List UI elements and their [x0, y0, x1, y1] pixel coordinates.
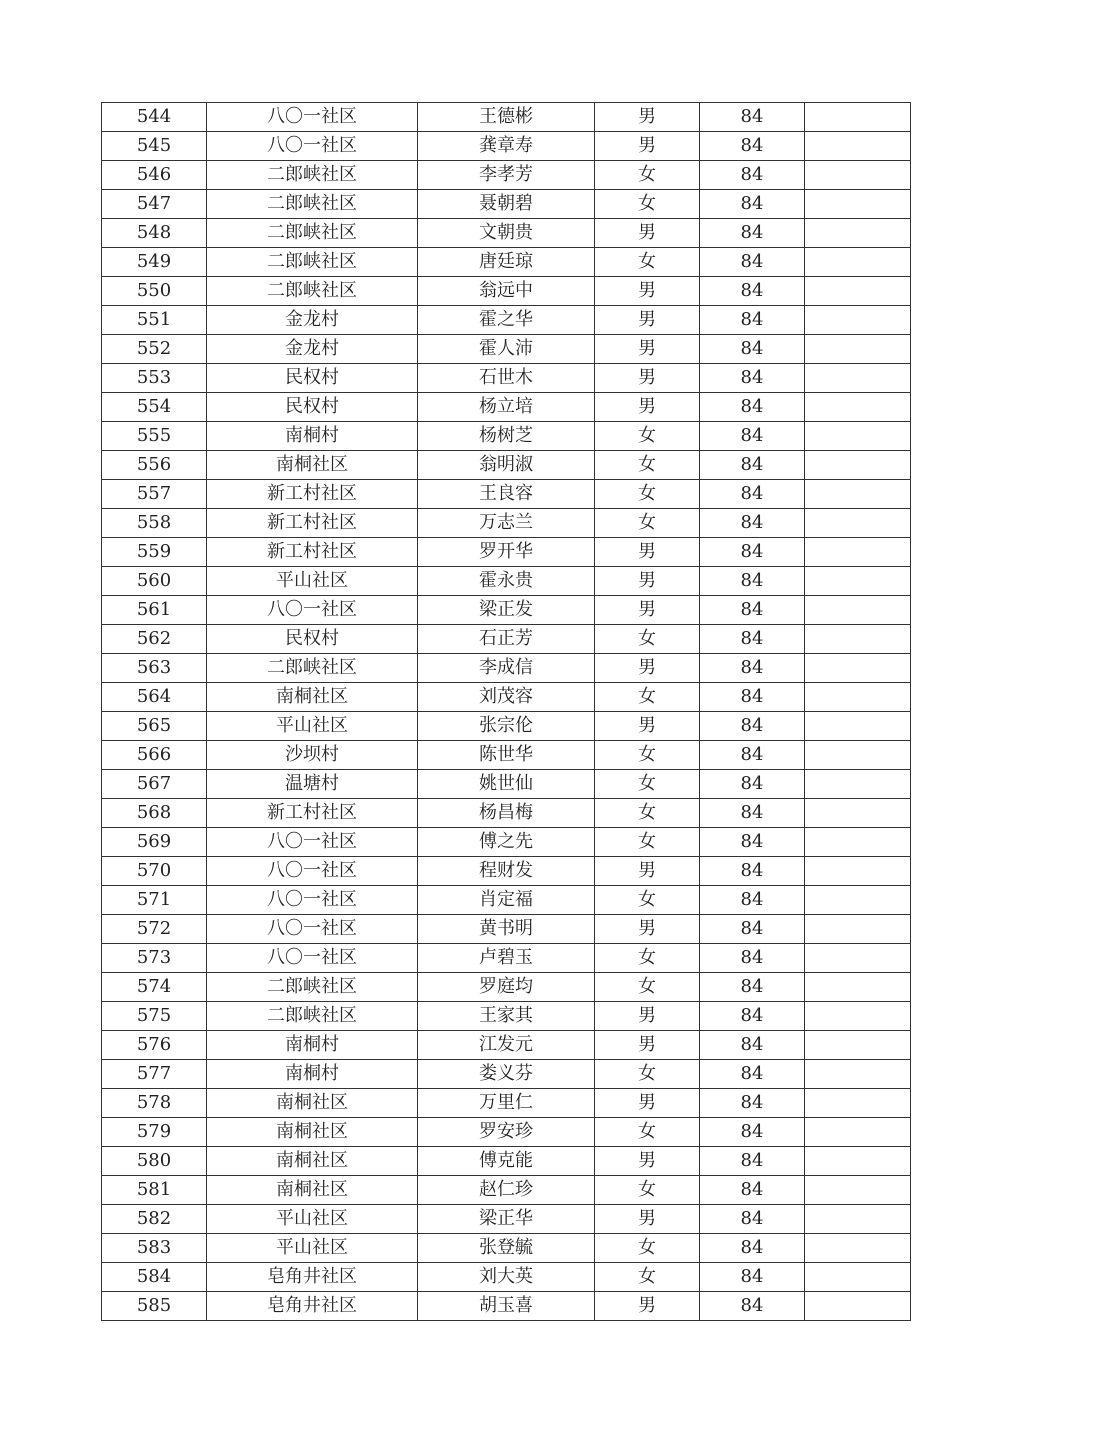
note-cell: [805, 1031, 911, 1060]
serial-number-cell: 547: [102, 190, 207, 219]
name-cell: 肖定福: [418, 886, 595, 915]
community-cell: 新工村社区: [207, 799, 418, 828]
note-cell: [805, 422, 911, 451]
gender-cell: 男: [595, 364, 700, 393]
age-cell: 84: [700, 886, 805, 915]
note-cell: [805, 103, 911, 132]
gender-cell: 女: [595, 625, 700, 654]
note-cell: [805, 1089, 911, 1118]
name-cell: 黄书明: [418, 915, 595, 944]
note-cell: [805, 973, 911, 1002]
gender-cell: 男: [595, 567, 700, 596]
note-cell: [805, 538, 911, 567]
community-cell: 南桐村: [207, 1060, 418, 1089]
gender-cell: 男: [595, 538, 700, 567]
note-cell: [805, 596, 911, 625]
note-cell: [805, 567, 911, 596]
note-cell: [805, 1118, 911, 1147]
gender-cell: 女: [595, 770, 700, 799]
community-cell: 八〇一社区: [207, 596, 418, 625]
age-cell: 84: [700, 1031, 805, 1060]
age-cell: 84: [700, 1089, 805, 1118]
table-row: [102, 1002, 911, 1031]
serial-number-cell: 581: [102, 1176, 207, 1205]
community-cell: 二郎峡社区: [207, 1002, 418, 1031]
gender-cell: 男: [595, 219, 700, 248]
age-cell: 84: [700, 132, 805, 161]
name-cell: 张宗伦: [418, 712, 595, 741]
table-row: [102, 857, 911, 886]
name-cell: 王家其: [418, 1002, 595, 1031]
community-cell: 民权村: [207, 364, 418, 393]
name-cell: 李孝芳: [418, 161, 595, 190]
note-cell: [805, 712, 911, 741]
gender-cell: 男: [595, 132, 700, 161]
gender-cell: 男: [595, 103, 700, 132]
age-cell: 84: [700, 451, 805, 480]
note-cell: [805, 683, 911, 712]
community-cell: 金龙村: [207, 335, 418, 364]
name-cell: 翁远中: [418, 277, 595, 306]
name-cell: 梁正发: [418, 596, 595, 625]
table-row: [102, 1089, 911, 1118]
serial-number-cell: 544: [102, 103, 207, 132]
age-cell: 84: [700, 306, 805, 335]
gender-cell: 男: [595, 277, 700, 306]
age-cell: 84: [700, 596, 805, 625]
age-cell: 84: [700, 915, 805, 944]
name-cell: 霍之华: [418, 306, 595, 335]
gender-cell: 男: [595, 1205, 700, 1234]
age-cell: 84: [700, 712, 805, 741]
serial-number-cell: 576: [102, 1031, 207, 1060]
gender-cell: 男: [595, 915, 700, 944]
serial-number-cell: 550: [102, 277, 207, 306]
note-cell: [805, 509, 911, 538]
serial-number-cell: 551: [102, 306, 207, 335]
serial-number-cell: 562: [102, 625, 207, 654]
community-cell: 二郎峡社区: [207, 973, 418, 1002]
serial-number-cell: 557: [102, 480, 207, 509]
table-row: [102, 886, 911, 915]
name-cell: 张登毓: [418, 1234, 595, 1263]
table-row: [102, 393, 911, 422]
gender-cell: 男: [595, 306, 700, 335]
gender-cell: 女: [595, 1263, 700, 1292]
age-cell: 84: [700, 277, 805, 306]
table-row: [102, 1031, 911, 1060]
community-cell: 新工村社区: [207, 509, 418, 538]
name-cell: 翁明淑: [418, 451, 595, 480]
gender-cell: 男: [595, 1147, 700, 1176]
name-cell: 娄义芬: [418, 1060, 595, 1089]
table-row: [102, 190, 911, 219]
community-cell: 二郎峡社区: [207, 654, 418, 683]
serial-number-cell: 584: [102, 1263, 207, 1292]
name-cell: 程财发: [418, 857, 595, 886]
community-cell: 南桐社区: [207, 683, 418, 712]
serial-number-cell: 563: [102, 654, 207, 683]
age-cell: 84: [700, 103, 805, 132]
table-row: [102, 306, 911, 335]
serial-number-cell: 573: [102, 944, 207, 973]
community-cell: 八〇一社区: [207, 915, 418, 944]
name-cell: 文朝贵: [418, 219, 595, 248]
community-cell: 平山社区: [207, 567, 418, 596]
table-row: [102, 1263, 911, 1292]
gender-cell: 女: [595, 422, 700, 451]
community-cell: 南桐社区: [207, 451, 418, 480]
community-cell: 沙坝村: [207, 741, 418, 770]
table-row: [102, 944, 911, 973]
name-cell: 傅克能: [418, 1147, 595, 1176]
gender-cell: 女: [595, 451, 700, 480]
name-cell: 石正芳: [418, 625, 595, 654]
table-row: [102, 828, 911, 857]
age-cell: 84: [700, 422, 805, 451]
gender-cell: 男: [595, 1292, 700, 1321]
community-cell: 平山社区: [207, 1205, 418, 1234]
gender-cell: 女: [595, 741, 700, 770]
table-row: [102, 712, 911, 741]
name-cell: 刘大英: [418, 1263, 595, 1292]
community-cell: 皂角井社区: [207, 1292, 418, 1321]
community-cell: 八〇一社区: [207, 886, 418, 915]
table-row: [102, 480, 911, 509]
name-cell: 唐廷琼: [418, 248, 595, 277]
name-cell: 赵仁珍: [418, 1176, 595, 1205]
note-cell: [805, 190, 911, 219]
name-cell: 刘茂容: [418, 683, 595, 712]
name-cell: 梁正华: [418, 1205, 595, 1234]
gender-cell: 男: [595, 335, 700, 364]
serial-number-cell: 566: [102, 741, 207, 770]
table-row: [102, 1060, 911, 1089]
table-row: [102, 1292, 911, 1321]
gender-cell: 女: [595, 1234, 700, 1263]
table-row: [102, 277, 911, 306]
table-row: [102, 625, 911, 654]
serial-number-cell: 585: [102, 1292, 207, 1321]
serial-number-cell: 572: [102, 915, 207, 944]
serial-number-cell: 545: [102, 132, 207, 161]
table-row: [102, 799, 911, 828]
age-cell: 84: [700, 741, 805, 770]
gender-cell: 男: [595, 596, 700, 625]
community-cell: 南桐社区: [207, 1118, 418, 1147]
age-cell: 84: [700, 1176, 805, 1205]
note-cell: [805, 393, 911, 422]
age-cell: 84: [700, 190, 805, 219]
community-cell: 二郎峡社区: [207, 277, 418, 306]
age-cell: 84: [700, 161, 805, 190]
serial-number-cell: 574: [102, 973, 207, 1002]
age-cell: 84: [700, 1263, 805, 1292]
community-cell: 南桐社区: [207, 1089, 418, 1118]
age-cell: 84: [700, 857, 805, 886]
age-cell: 84: [700, 509, 805, 538]
note-cell: [805, 132, 911, 161]
table-row: [102, 1234, 911, 1263]
table-row: [102, 567, 911, 596]
name-cell: 石世木: [418, 364, 595, 393]
roster-table-body: [102, 103, 911, 1321]
gender-cell: 女: [595, 1118, 700, 1147]
note-cell: [805, 828, 911, 857]
note-cell: [805, 886, 911, 915]
gender-cell: 男: [595, 857, 700, 886]
table-row: [102, 538, 911, 567]
serial-number-cell: 568: [102, 799, 207, 828]
table-row: [102, 248, 911, 277]
table-row: [102, 741, 911, 770]
age-cell: 84: [700, 1118, 805, 1147]
gender-cell: 女: [595, 944, 700, 973]
gender-cell: 男: [595, 1002, 700, 1031]
name-cell: 卢碧玉: [418, 944, 595, 973]
community-cell: 温塘村: [207, 770, 418, 799]
name-cell: 杨昌梅: [418, 799, 595, 828]
note-cell: [805, 1147, 911, 1176]
serial-number-cell: 558: [102, 509, 207, 538]
note-cell: [805, 741, 911, 770]
serial-number-cell: 578: [102, 1089, 207, 1118]
table-row: [102, 219, 911, 248]
community-cell: 民权村: [207, 625, 418, 654]
note-cell: [805, 1060, 911, 1089]
note-cell: [805, 1234, 911, 1263]
note-cell: [805, 1002, 911, 1031]
note-cell: [805, 219, 911, 248]
serial-number-cell: 567: [102, 770, 207, 799]
serial-number-cell: 559: [102, 538, 207, 567]
community-cell: 八〇一社区: [207, 857, 418, 886]
note-cell: [805, 1263, 911, 1292]
table-row: [102, 103, 911, 132]
note-cell: [805, 480, 911, 509]
name-cell: 杨立培: [418, 393, 595, 422]
name-cell: 罗安珍: [418, 1118, 595, 1147]
note-cell: [805, 1176, 911, 1205]
table-row: [102, 973, 911, 1002]
community-cell: 八〇一社区: [207, 103, 418, 132]
name-cell: 霍人沛: [418, 335, 595, 364]
name-cell: 王德彬: [418, 103, 595, 132]
note-cell: [805, 161, 911, 190]
note-cell: [805, 857, 911, 886]
note-cell: [805, 306, 911, 335]
note-cell: [805, 770, 911, 799]
name-cell: 江发元: [418, 1031, 595, 1060]
age-cell: 84: [700, 973, 805, 1002]
community-cell: 二郎峡社区: [207, 161, 418, 190]
note-cell: [805, 799, 911, 828]
note-cell: [805, 625, 911, 654]
gender-cell: 男: [595, 654, 700, 683]
serial-number-cell: 583: [102, 1234, 207, 1263]
serial-number-cell: 575: [102, 1002, 207, 1031]
age-cell: 84: [700, 944, 805, 973]
community-cell: 二郎峡社区: [207, 219, 418, 248]
serial-number-cell: 577: [102, 1060, 207, 1089]
age-cell: 84: [700, 1002, 805, 1031]
community-cell: 民权村: [207, 393, 418, 422]
name-cell: 罗开华: [418, 538, 595, 567]
name-cell: 姚世仙: [418, 770, 595, 799]
serial-number-cell: 564: [102, 683, 207, 712]
community-cell: 平山社区: [207, 1234, 418, 1263]
table-row: [102, 1205, 911, 1234]
table-row: [102, 596, 911, 625]
note-cell: [805, 277, 911, 306]
serial-number-cell: 565: [102, 712, 207, 741]
community-cell: 新工村社区: [207, 538, 418, 567]
age-cell: 84: [700, 683, 805, 712]
serial-number-cell: 552: [102, 335, 207, 364]
table-row: [102, 1147, 911, 1176]
roster-table: [101, 102, 911, 1321]
serial-number-cell: 569: [102, 828, 207, 857]
table-row: [102, 1176, 911, 1205]
age-cell: 84: [700, 828, 805, 857]
community-cell: 八〇一社区: [207, 132, 418, 161]
serial-number-cell: 556: [102, 451, 207, 480]
community-cell: 南桐村: [207, 1031, 418, 1060]
serial-number-cell: 570: [102, 857, 207, 886]
gender-cell: 女: [595, 828, 700, 857]
gender-cell: 女: [595, 973, 700, 1002]
community-cell: 二郎峡社区: [207, 190, 418, 219]
gender-cell: 男: [595, 393, 700, 422]
name-cell: 万志兰: [418, 509, 595, 538]
age-cell: 84: [700, 799, 805, 828]
community-cell: 皂角井社区: [207, 1263, 418, 1292]
name-cell: 霍永贵: [418, 567, 595, 596]
table-row: [102, 451, 911, 480]
name-cell: 杨树芝: [418, 422, 595, 451]
note-cell: [805, 654, 911, 683]
community-cell: 平山社区: [207, 712, 418, 741]
name-cell: 胡玉喜: [418, 1292, 595, 1321]
name-cell: 万里仁: [418, 1089, 595, 1118]
gender-cell: 女: [595, 1060, 700, 1089]
note-cell: [805, 364, 911, 393]
name-cell: 龚章寿: [418, 132, 595, 161]
gender-cell: 女: [595, 886, 700, 915]
age-cell: 84: [700, 1147, 805, 1176]
table-row: [102, 1118, 911, 1147]
age-cell: 84: [700, 1205, 805, 1234]
age-cell: 84: [700, 248, 805, 277]
name-cell: 王良容: [418, 480, 595, 509]
serial-number-cell: 554: [102, 393, 207, 422]
table-row: [102, 422, 911, 451]
serial-number-cell: 579: [102, 1118, 207, 1147]
community-cell: 新工村社区: [207, 480, 418, 509]
table-row: [102, 683, 911, 712]
gender-cell: 女: [595, 161, 700, 190]
note-cell: [805, 451, 911, 480]
note-cell: [805, 1205, 911, 1234]
name-cell: 聂朝碧: [418, 190, 595, 219]
gender-cell: 女: [595, 190, 700, 219]
serial-number-cell: 553: [102, 364, 207, 393]
note-cell: [805, 1292, 911, 1321]
serial-number-cell: 582: [102, 1205, 207, 1234]
note-cell: [805, 944, 911, 973]
community-cell: 南桐村: [207, 422, 418, 451]
note-cell: [805, 915, 911, 944]
table-row: [102, 132, 911, 161]
table-row: [102, 509, 911, 538]
table-row: [102, 364, 911, 393]
age-cell: 84: [700, 567, 805, 596]
community-cell: 八〇一社区: [207, 828, 418, 857]
community-cell: 金龙村: [207, 306, 418, 335]
serial-number-cell: 560: [102, 567, 207, 596]
age-cell: 84: [700, 393, 805, 422]
serial-number-cell: 549: [102, 248, 207, 277]
gender-cell: 男: [595, 1089, 700, 1118]
age-cell: 84: [700, 770, 805, 799]
note-cell: [805, 335, 911, 364]
name-cell: 陈世华: [418, 741, 595, 770]
serial-number-cell: 555: [102, 422, 207, 451]
gender-cell: 男: [595, 712, 700, 741]
table-row: [102, 654, 911, 683]
serial-number-cell: 561: [102, 596, 207, 625]
age-cell: 84: [700, 1060, 805, 1089]
serial-number-cell: 546: [102, 161, 207, 190]
name-cell: 傅之先: [418, 828, 595, 857]
gender-cell: 女: [595, 1176, 700, 1205]
serial-number-cell: 571: [102, 886, 207, 915]
age-cell: 84: [700, 1292, 805, 1321]
community-cell: 南桐社区: [207, 1147, 418, 1176]
age-cell: 84: [700, 538, 805, 567]
age-cell: 84: [700, 480, 805, 509]
gender-cell: 女: [595, 480, 700, 509]
age-cell: 84: [700, 1234, 805, 1263]
community-cell: 南桐社区: [207, 1176, 418, 1205]
community-cell: 八〇一社区: [207, 944, 418, 973]
age-cell: 84: [700, 219, 805, 248]
serial-number-cell: 548: [102, 219, 207, 248]
age-cell: 84: [700, 364, 805, 393]
table-row: [102, 335, 911, 364]
table-row: [102, 770, 911, 799]
age-cell: 84: [700, 335, 805, 364]
note-cell: [805, 248, 911, 277]
gender-cell: 女: [595, 509, 700, 538]
table-row: [102, 915, 911, 944]
age-cell: 84: [700, 654, 805, 683]
community-cell: 二郎峡社区: [207, 248, 418, 277]
gender-cell: 女: [595, 683, 700, 712]
table-row: [102, 161, 911, 190]
serial-number-cell: 580: [102, 1147, 207, 1176]
gender-cell: 女: [595, 799, 700, 828]
age-cell: 84: [700, 625, 805, 654]
name-cell: 罗庭均: [418, 973, 595, 1002]
name-cell: 李成信: [418, 654, 595, 683]
gender-cell: 女: [595, 248, 700, 277]
gender-cell: 男: [595, 1031, 700, 1060]
